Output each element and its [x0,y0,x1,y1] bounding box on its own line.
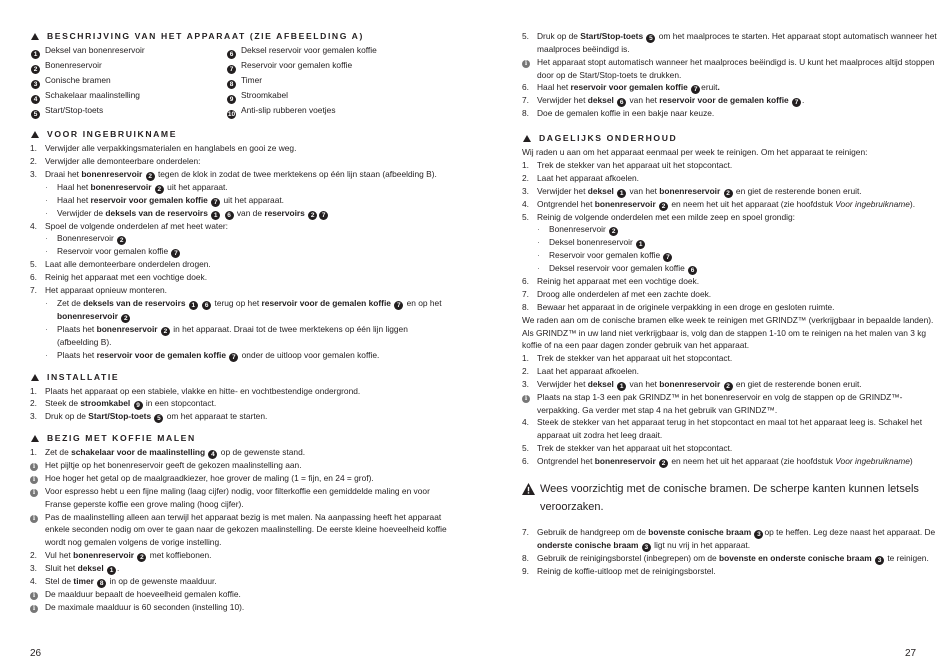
info-item: i De maximale maalduur is 60 seconden (instelling 10). [30,601,450,614]
list-item: · Haal het reservoir voor gemalen koffie 7 uit het apparaat. [45,194,285,206]
number-badge-icon: 2 [31,65,40,74]
section-malen-continued [522,30,942,120]
info-item: i Voor espresso hebt u een fijne maling (laag cijfer) nodig, voor filterkoffie een gemiddelde maling en voor Franse geperste koffie een grove maling (hoog cijfer). [30,485,450,511]
warning-box [522,480,942,516]
list-item: · Bonenreservoir 2 [522,223,942,236]
section-heading: VOOR INGEBRUIKNAME [30,128,450,141]
list-item: · Reservoir voor gemalen koffie 7 [30,245,450,258]
section-description [30,30,450,119]
info-icon: i [30,515,38,523]
paragraph: We raden aan om de conische bramen elke week te reinigen met GRINDZ™ (verkrijgbaar in bepaalde landen). Als GRINDZ™ in uw land niet verkrijgbaar is, volg dan de stappen 1-10 om te reinigen na het malen van 3 kg koffie of na een paar dagen zonder gebruik van het apparaat. [522,314,934,351]
list-item: 7. Het apparaat opnieuw monteren. [30,284,167,295]
list-item: 4. Steek de stekker van het apparaat terug in het stopcontact en maal tot het apparaat leeg is. Schakel het apparaat uit zodra het leeg draait. [522,417,923,441]
list-item: · Plaats het bonenreservoir 2 in het apparaat. Draai tot de twee merktekens op één lijn liggen (afbeelding B). [45,323,408,347]
info-item: i De maalduur bepaalt de hoeveelheid gemalen koffie. [30,588,450,601]
list-item: 7. Gebruik de handgreep om de bovenste conische braam 3 op te heffen. Leg deze naast het apparaat. De onderste conische braam 3 ligt nu vrij in het apparaat. [522,526,936,551]
info-icon: i [522,395,530,403]
list-item: 6. Ontgrendel het bonenreservoir 2 en neem het uit het apparaat (zie hoofdstuk Voor ingebruikname) [522,455,913,467]
section-bramen-reinigen [522,526,942,578]
list-item: · Haal het bonenreservoir 2 uit het apparaat. [45,181,228,193]
info-item: i Het pijltje op het bonenreservoir geeft de gekozen maalinstelling aan. [30,459,450,472]
list-item: 8. Doe de gemalen koffie in een bakje naar keuze. [522,108,715,119]
right-page [522,30,942,587]
info-icon: i [30,592,38,600]
info-icon: i [522,60,530,68]
list-item: 8. Bewaar het apparaat in de originele verpakking in een droge en gesloten ruimte. [522,301,835,312]
section-voor-ingebruikname [30,128,450,362]
number-badge-icon: 9 [227,95,236,104]
triangle-icon [523,135,531,142]
number-badge-icon: 6 [227,50,236,59]
list-item: 4. Ontgrendel het bonenreservoir 2 en neem het uit het apparaat (zie hoofdstuk Voor ingebruikname). [522,198,916,210]
list-item: 1. Zet de schakelaar voor de maalinstelling 4 op de gewenste stand. [30,447,306,459]
info-item: i Pas de maalinstelling alleen aan terwijl het apparaat bezig is met malen. Na aanpassing heeft het apparaat enkele seconden nodig om over te gaan naar de gekozen maalinstelling. De eerste kleine hoeveelheid koffie wordt nog gemalen volgens de vorige instelling. [30,511,450,549]
legend-item: 9 Stroomkabel [226,89,426,104]
legend-item: 1 Deksel van bonenreservoir [30,44,226,59]
section-heading: DAGELIJKS ONDERHOUD [522,132,942,145]
legend-item: 4 Schakelaar maalinstelling [30,89,226,104]
triangle-icon [31,435,39,442]
section-koffie-malen [30,432,450,613]
list-item: · Deksel reservoir voor gemalen koffie 6 [522,262,942,275]
triangle-icon [31,374,39,381]
legend-item: 8 Timer [226,74,426,89]
list-item: 4. Stel de timer 8 in op de gewenste maalduur. [30,575,217,587]
list-item: 4. Spoel de volgende onderdelen af met heet water: [30,220,228,231]
page-number-left: 26 [30,648,42,659]
list-item: · Reservoir voor gemalen koffie 7 [522,249,942,262]
number-badge-icon: 3 [31,80,40,89]
list-item: 2. Laat het apparaat afkoelen. [522,172,639,183]
info-icon: i [30,476,38,484]
section-heading: BEZIG MET KOFFIE MALEN [30,432,450,445]
triangle-icon [31,131,39,138]
list-item: 6. Haal het reservoir voor gemalen koffie 7 eruit. [522,82,720,94]
list-item: 6. Reinig het apparaat met een vochtige doek. [522,276,700,287]
list-item: 6. Reinig het apparaat met een vochtige doek. [30,272,208,283]
section-heading: INSTALLATIE [30,371,450,384]
list-item: 2. Vul het bonenreservoir 2 met koffiebonen. [30,549,212,561]
number-badge-icon: 5 [31,110,40,119]
list-item: · Deksel bonenreservoir 1 [522,236,942,249]
page-number-right: 27 [905,648,917,659]
list-item: 7. Verwijder het deksel 6 van het reservoir voor de gemalen koffie 7 . [522,95,805,107]
number-badge-icon: 10 [227,111,236,118]
legend-item: 6 Deksel reservoir voor gemalen koffie [226,44,426,59]
section-installatie [30,371,450,424]
legend-item: 2 Bonenreservoir [30,59,226,74]
legend-item: 7 Reservoir voor gemalen koffie [226,59,426,74]
list-item: 3. Draai het bonenreservoir 2 tegen de klok in zodat de twee merktekens op één lijn staan (afbeelding B). [30,168,437,180]
list-item: 7. Droog alle onderdelen af met een zachte doek. [522,289,712,300]
list-item: 5. Druk op de Start/Stop-toets 5 om het maalproces te starten. Het apparaat stopt automatisch wanneer het maalproces beëindigd is. [522,31,937,54]
number-badge-icon: 8 [227,80,236,89]
list-item: 1. Trek de stekker van het apparaat uit het stopcontact. [522,353,733,364]
list-item: 9. Reinig de koffie-uitloop met de reinigingsborstel. [522,565,716,576]
list-item: 5. Laat alle demonteerbare onderdelen drogen. [30,259,211,270]
list-item: 2. Verwijder alle demonteerbare onderdelen: [30,155,201,166]
number-badge-icon: 7 [227,65,236,74]
warning-triangle-icon [522,483,540,501]
info-icon: i [30,463,38,471]
section-heading: BESCHRIJVING VAN HET APPARAAT (ZIE AFBEELDING A) [30,30,450,43]
info-icon: i [30,605,38,613]
left-page [30,30,450,623]
number-badge-icon: 4 [31,95,40,104]
section-dagelijks-onderhoud [522,132,942,468]
list-item: 2. Steek de stroomkabel 9 in een stopcontact. [30,398,217,410]
paragraph: Wij raden u aan om het apparaat eenmaal per week te reinigen. Om het apparaat te reinigen: [522,147,868,158]
legend-item: 10 Anti-slip rubberen voetjes [227,105,336,118]
list-item: 5. Reinig de volgende onderdelen met een milde zeep en spoel grondig: [522,211,795,222]
list-item: 3. Verwijder het deksel 1 van het bonenreservoir 2 en giet de resterende bonen eruit. [522,185,862,197]
list-item: 5. Trek de stekker van het apparaat uit het stopcontact. [522,442,733,453]
list-item: 1. Verwijder alle verpakkingsmaterialen en hanglabels en gooi ze weg. [30,143,297,153]
list-item: 1. Trek de stekker van het apparaat uit het stopcontact. [522,159,733,170]
info-item: i Het apparaat stopt automatisch wanneer het maalproces beëindigd is. U kunt het maalproces altijd stoppen door op de Start/Stop-toets te drukken. [522,56,942,82]
list-item: 8. Gebruik de reinigingsborstel (inbegrepen) om de bovenste en onderste conische braam 3 te reinigen. [522,552,929,564]
list-item: · Plaats het reservoir voor de gemalen koffie 7 onder de uitloop voor gemalen koffie. [45,349,380,361]
legend-item: 5 Start/Stop-toets [30,104,226,119]
list-item: · Bonenreservoir 2 [30,232,450,245]
list-item: 3. Verwijder het deksel 1 van het bonenreservoir 2 en giet de resterende bonen eruit. [522,378,862,390]
warning-text: Wees voorzichtig met de conische bramen. De scherpe kanten kunnen letsels veroorzaken. [540,482,919,513]
info-item: i Hoe hoger het getal op de maalgraadkiezer, hoe grover de maling (1 = fijn, en 24 = grof). [30,472,450,485]
list-item: 3. Druk op de Start/Stop-toets 5 om het apparaat te starten. [30,411,268,423]
number-badge-icon: 1 [31,50,40,59]
info-icon: i [30,489,38,497]
info-item: i Plaats na stap 1-3 een pak GRINDZ™ in het bonenreservoir en volg de stappen op de GRINDZ™-verpakking. Ga verder met stap 4 na het gebruik van GRINDZ™. [522,391,942,417]
list-item: 2. Laat het apparaat afkoelen. [522,365,639,376]
list-item: · Verwijder de deksels van de reservoirs 1 6 van de reservoirs 2 7 [30,207,450,220]
list-item: 1. Plaats het apparaat op een stabiele, vlakke en hitte- en vochtbestendige ondergrond. [30,385,361,396]
list-item: · Zet de deksels van de reservoirs 1 6 terug op het reservoir voor de gemalen koffie 7 en op het bonenreservoir 2 [45,297,442,322]
list-item: 3. Sluit het deksel 1 . [30,562,120,574]
parts-legend [30,44,450,119]
legend-item: 3 Conische bramen [30,74,226,89]
triangle-icon [31,33,39,40]
